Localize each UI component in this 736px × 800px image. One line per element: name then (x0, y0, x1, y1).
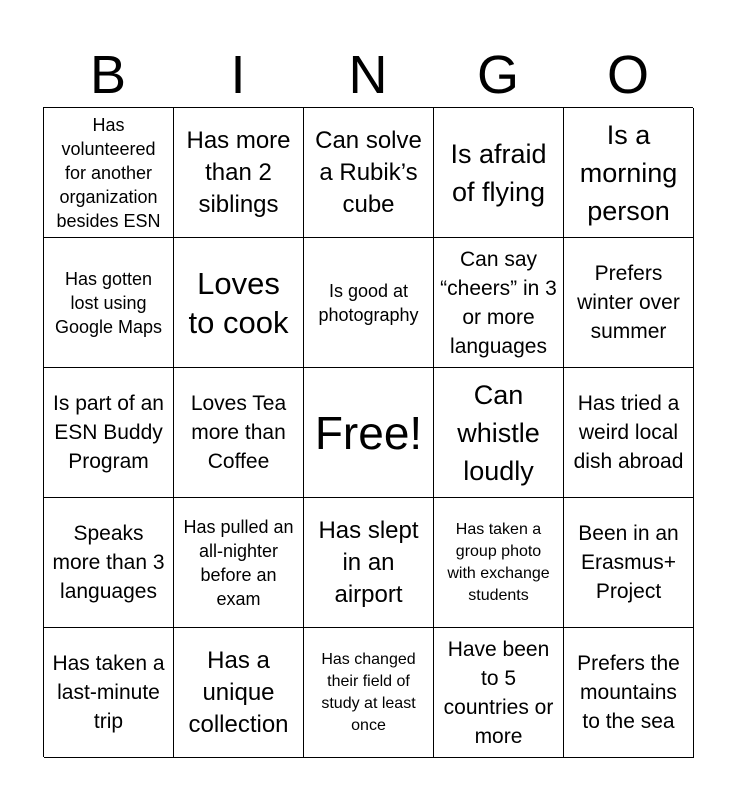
bingo-cell-r4c1[interactable]: Speaks more than 3 languages (44, 498, 174, 628)
bingo-cell-r4c5[interactable]: Been in an Erasmus+ Project (564, 498, 694, 628)
bingo-cell-r3c1[interactable]: Is part of an ESN Buddy Program (44, 368, 174, 498)
bingo-cell-r3c4[interactable]: Can whistle loudly (434, 368, 564, 498)
bingo-cell-r2c4[interactable]: Can say “cheers” in 3 or more languages (434, 238, 564, 368)
header-letter-b: B (89, 45, 127, 105)
bingo-cell-r1c1[interactable]: Has volunteered for another organization besides ESN (44, 108, 174, 238)
header-letter-i: I (230, 45, 246, 105)
bingo-cell-r3c2[interactable]: Loves Tea more than Coffee (174, 368, 304, 498)
bingo-cell-r5c4[interactable]: Have been to 5 countries or more (434, 628, 564, 758)
header-letter-g: G (476, 45, 519, 105)
bingo-cell-r5c1[interactable]: Has taken a last-minute trip (44, 628, 174, 758)
bingo-cell-r1c3[interactable]: Can solve a Rubik’s cube (304, 108, 434, 238)
free-space[interactable]: Free! (304, 368, 434, 498)
header-letter-n: N (348, 45, 388, 105)
bingo-cell-r1c2[interactable]: Has more than 2 siblings (174, 108, 304, 238)
bingo-header (43, 44, 693, 106)
bingo-cell-r1c4[interactable]: Is afraid of flying (434, 108, 564, 238)
bingo-cell-r4c2[interactable]: Has pulled an all-nighter before an exam (174, 498, 304, 628)
bingo-board (43, 107, 693, 757)
bingo-cell-r2c3[interactable]: Is good at photography (304, 238, 434, 368)
bingo-cell-r5c2[interactable]: Has a unique collection (174, 628, 304, 758)
bingo-cell-r4c3[interactable]: Has slept in an airport (304, 498, 434, 628)
bingo-cell-r4c4[interactable]: Has taken a group photo with exchange students (434, 498, 564, 628)
bingo-cell-r2c2[interactable]: Loves to cook (174, 238, 304, 368)
bingo-cell-r2c5[interactable]: Prefers winter over summer (564, 238, 694, 368)
bingo-cell-r1c5[interactable]: Is a morning person (564, 108, 694, 238)
bingo-cell-r3c5[interactable]: Has tried a weird local dish abroad (564, 368, 694, 498)
bingo-cell-r5c3[interactable]: Has changed their field of study at least once (304, 628, 434, 758)
bingo-cell-r2c1[interactable]: Has gotten lost using Google Maps (44, 238, 174, 368)
bingo-cell-r5c5[interactable]: Prefers the mountains to the sea (564, 628, 694, 758)
header-letter-o: O (606, 45, 649, 105)
